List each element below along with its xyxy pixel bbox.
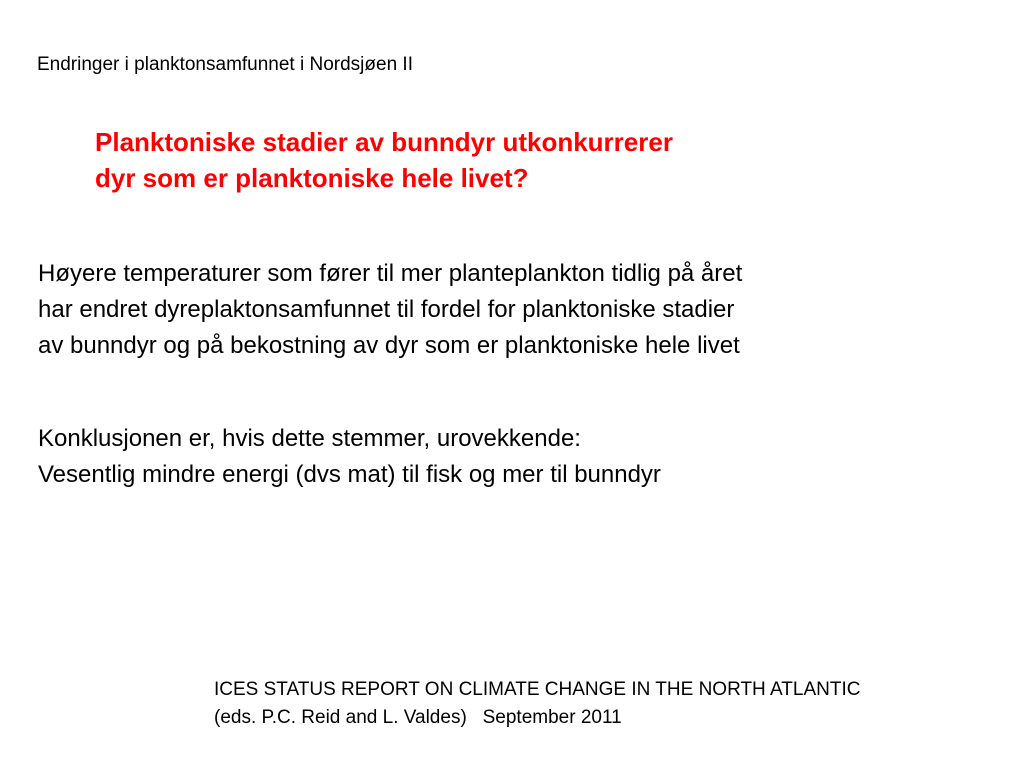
body-paragraph-findings [38, 256, 742, 364]
citation-line: ICES STATUS REPORT ON CLIMATE CHANGE IN THE NORTH ATLANTIC [214, 679, 861, 700]
paragraph-line: Vesentlig mindre energi (dvs mat) til fisk og mer til bunndyr [38, 461, 661, 488]
slide-header: Endringer i planktonsamfunnet i Nordsjøen II [37, 54, 413, 75]
paragraph-line: Konklusjonen er, hvis dette stemmer, urovekkende: [38, 425, 581, 452]
heading-line: Planktoniske stadier av bunndyr utkonkurrerer [95, 127, 673, 157]
paragraph-line: av bunndyr og på bekostning av dyr som er planktoniske hele livet [38, 332, 740, 359]
paragraph-line: Høyere temperaturer som fører til mer planteplankton tidlig på året [38, 260, 743, 287]
body-paragraph-conclusion [38, 421, 661, 493]
paragraph-line: har endret dyreplaktonsamfunnet til fordel for planktoniske stadier [38, 296, 735, 323]
source-citation [214, 676, 860, 732]
citation-line: (eds. P.C. Reid and L. Valdes) September 2011 [214, 707, 622, 728]
heading-line: dyr som er planktoniske hele livet? [95, 163, 529, 193]
slide-heading [95, 124, 673, 196]
